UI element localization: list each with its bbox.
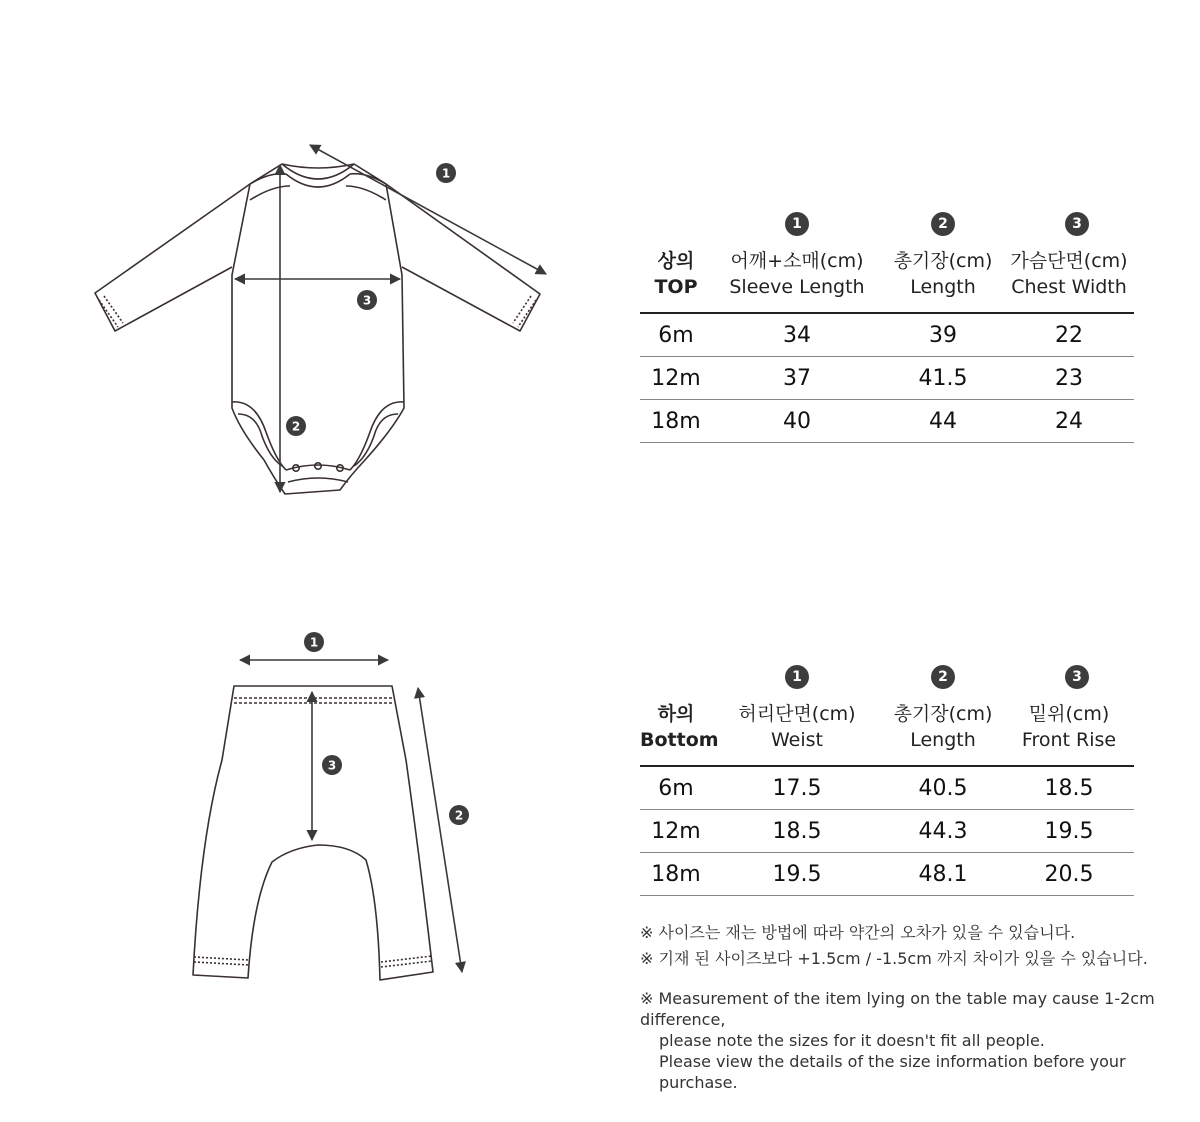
bodysuit-marker-2 xyxy=(286,416,306,436)
bodysuit-marker-3 xyxy=(357,290,377,310)
category-en: TOP xyxy=(654,276,698,298)
pants-marker-1 xyxy=(304,632,324,652)
note-en xyxy=(640,988,1200,1093)
value-cell: 48.1 xyxy=(918,862,968,887)
size-cell: 12m xyxy=(651,366,701,391)
value-cell: 18.5 xyxy=(1044,776,1094,801)
value-cell: 19.5 xyxy=(1044,819,1094,844)
column-number-badge: 3 xyxy=(1065,665,1089,689)
svg-text:3: 3 xyxy=(327,758,337,773)
column-number-badge: 1 xyxy=(785,665,809,689)
size-cell: 12m xyxy=(651,819,701,844)
note-en-line: please note the sizes for it doesn't fit all people. xyxy=(659,1031,1045,1050)
column-header-waist xyxy=(712,701,882,753)
size-cell: 6m xyxy=(658,323,694,348)
value-cell: 23 xyxy=(1055,366,1083,391)
value-cell: 18.5 xyxy=(772,819,822,844)
column-header-length xyxy=(882,248,1004,300)
svg-text:1: 1 xyxy=(441,166,451,181)
value-cell: 20.5 xyxy=(1044,862,1094,887)
column-header-length xyxy=(882,701,1004,753)
svg-text:2: 2 xyxy=(291,419,301,434)
value-cell: 41.5 xyxy=(918,366,968,391)
sleeve-length-arrow xyxy=(310,145,546,274)
table-row xyxy=(640,314,1134,357)
table-row xyxy=(640,853,1134,896)
column-header-chest xyxy=(1004,248,1134,300)
category-header xyxy=(640,248,712,300)
column-header-kr: 밑위(cm) xyxy=(1028,703,1110,725)
pants-measure-arrows xyxy=(240,660,462,972)
value-cell: 22 xyxy=(1055,323,1083,348)
bodysuit-marker-1 xyxy=(436,163,456,183)
column-number-badge: 2 xyxy=(931,212,955,236)
column-header-kr: 허리단면(cm) xyxy=(738,703,856,725)
value-cell: 44.3 xyxy=(918,819,968,844)
value-cell: 17.5 xyxy=(772,776,822,801)
column-number-row xyxy=(640,212,1134,240)
size-notes xyxy=(640,920,1200,1093)
column-header-kr: 총기장(cm) xyxy=(893,250,993,272)
column-header-en: Sleeve Length xyxy=(729,276,865,298)
value-cell: 39 xyxy=(929,323,957,348)
column-header-front-rise xyxy=(1004,701,1134,753)
column-header-kr: 어깨+소매(cm) xyxy=(730,250,864,272)
note-en-line: Please view the details of the size information before your purchase. xyxy=(659,1052,1126,1092)
svg-text:1: 1 xyxy=(309,635,319,650)
column-header-sleeve xyxy=(712,248,882,300)
pants-marker-3 xyxy=(322,755,342,775)
table-row xyxy=(640,810,1134,853)
size-cell: 18m xyxy=(651,862,701,887)
category-kr: 하의 xyxy=(657,703,695,725)
note-kr: ※ 사이즈는 재는 방법에 따라 약간의 오차가 있을 수 있습니다. xyxy=(640,923,1076,942)
category-header xyxy=(640,701,719,753)
pants-marker-2 xyxy=(449,805,469,825)
value-cell: 40 xyxy=(783,409,811,434)
value-cell: 37 xyxy=(783,366,811,391)
value-cell: 24 xyxy=(1055,409,1083,434)
value-cell: 19.5 xyxy=(772,862,822,887)
value-cell: 40.5 xyxy=(918,776,968,801)
note-en-line: ※ Measurement of the item lying on the table may cause 1-2cm difference, xyxy=(640,989,1155,1029)
column-number-badge: 3 xyxy=(1065,212,1089,236)
bodysuit-measure-arrows xyxy=(235,145,546,492)
column-header-kr: 총기장(cm) xyxy=(893,703,993,725)
pants-length-arrow xyxy=(418,688,462,972)
svg-text:2: 2 xyxy=(454,808,464,823)
column-number-badge: 1 xyxy=(785,212,809,236)
column-header-en: Front Rise xyxy=(1021,729,1117,751)
table-row xyxy=(640,767,1134,810)
category-en: Bottom xyxy=(640,729,719,751)
column-number-badge: 2 xyxy=(931,665,955,689)
column-header-kr: 가슴단면(cm) xyxy=(1010,250,1128,272)
table-row xyxy=(640,357,1134,400)
svg-text:3: 3 xyxy=(362,293,372,308)
note-kr: ※ 기재 된 사이즈보다 +1.5cm / -1.5cm 까지 차이가 있을 수 있습니다. xyxy=(640,949,1148,968)
column-header-en: Length xyxy=(910,276,976,298)
pants-drawing xyxy=(193,686,433,980)
bodysuit-drawing xyxy=(95,164,540,494)
size-cell: 18m xyxy=(651,409,701,434)
value-cell: 34 xyxy=(783,323,811,348)
column-header-en: Weist xyxy=(771,729,823,751)
size-cell: 6m xyxy=(658,776,694,801)
column-header-en: Chest Width xyxy=(1011,276,1127,298)
column-number-row xyxy=(640,665,1134,693)
category-kr: 상의 xyxy=(657,250,695,272)
column-header-en: Length xyxy=(910,729,976,751)
value-cell: 44 xyxy=(929,409,957,434)
table-row xyxy=(640,400,1134,443)
